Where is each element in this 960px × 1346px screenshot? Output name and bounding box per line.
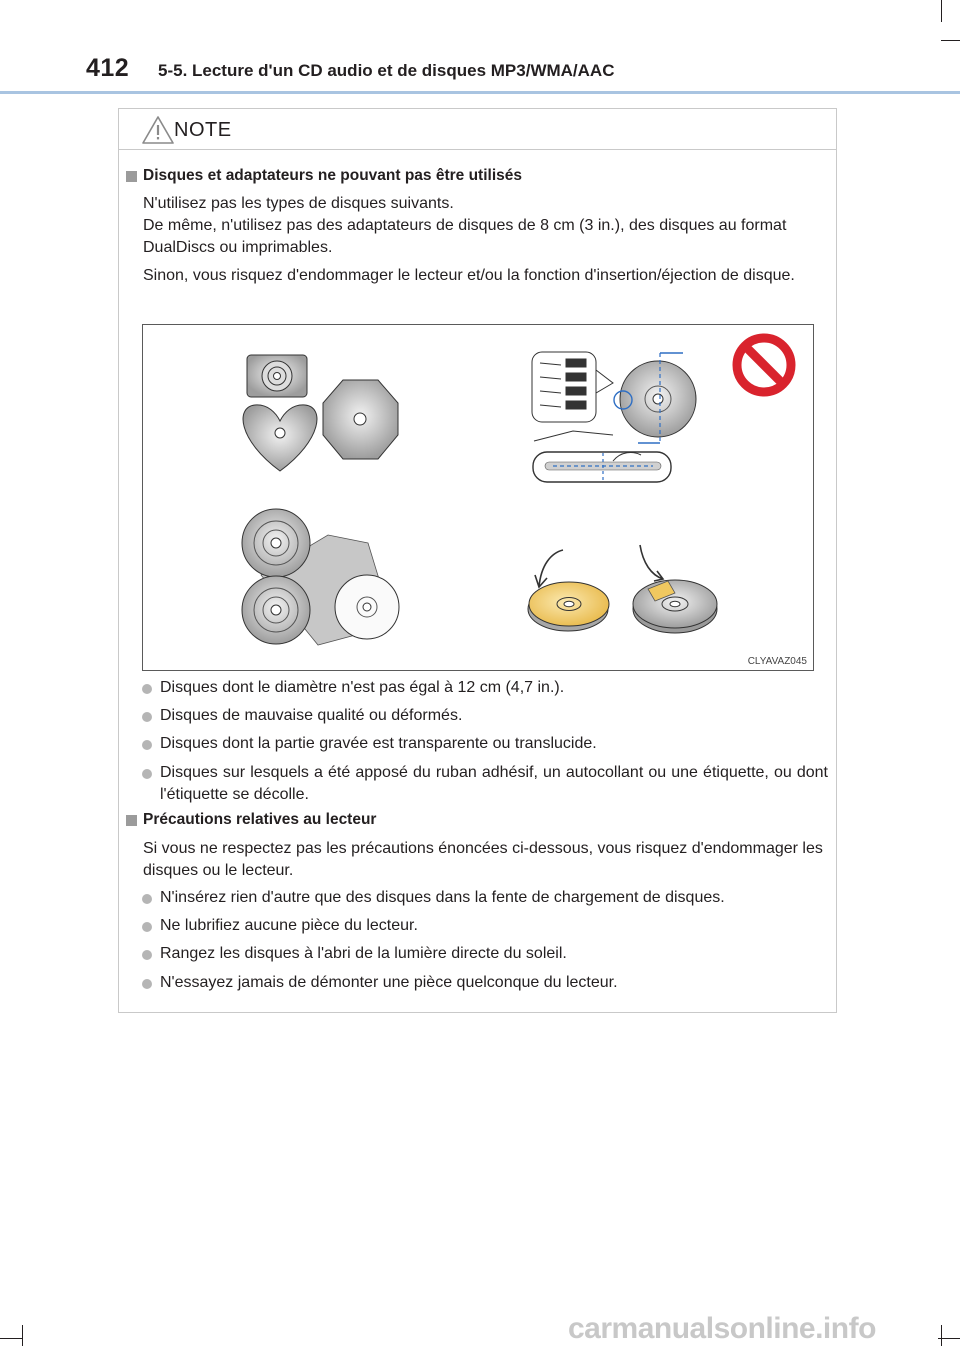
list-item: Ne lubrifiez aucune pièce du lecteur. (160, 917, 418, 934)
bullet-dot (142, 684, 152, 694)
crop-mark (941, 40, 960, 41)
disc-adapter-icon (242, 509, 399, 645)
crop-mark (941, 0, 942, 22)
list-item: Disques de mauvaise qualité ou déformés. (160, 707, 463, 724)
bullet-dot (142, 922, 152, 932)
bullet-dot (142, 979, 152, 989)
section-square-marker (126, 171, 137, 182)
paragraph: Sinon, vous risquez d'endommager le lecteur et/ou la fonction d'insertion/éjection de disque. (143, 267, 795, 284)
page-number: 412 (86, 54, 130, 82)
square-disc-icon (247, 355, 307, 397)
crop-mark (941, 1325, 942, 1346)
section-square-marker (126, 815, 137, 826)
paragraph: N'utilisez pas les types de disques suivants. (143, 195, 454, 212)
warning-icon (141, 115, 175, 145)
header-rule (0, 91, 960, 94)
octagon-disc-icon (323, 380, 398, 459)
list-item: N'insérez rien d'autre que des disques dans la fente de chargement de disques. (160, 889, 725, 906)
prohibition-icon (737, 338, 791, 392)
bullet-dot (142, 712, 152, 722)
list-item: Disques sur lesquels a été apposé du ruban adhésif, un autocollant ou une étiquette, ou dont l'étiquette se décolle. (160, 764, 828, 803)
paragraph: Si vous ne respectez pas les précautions énoncées ci-dessous, vous risquez d'endommager les disques ou le lecteur. (143, 840, 823, 879)
list-item: Disques dont le diamètre n'est pas égal à 12 cm (4,7 in.). (160, 679, 565, 696)
page-header (0, 0, 960, 95)
section-title: 5-5. Lecture d'un CD audio et de disques MP3/WMA/AAC (158, 61, 615, 80)
figure-code: CLYAVAZ045 (747, 656, 807, 667)
bullet-dot (142, 950, 152, 960)
note-title: NOTE (174, 119, 232, 141)
note-header (119, 109, 836, 150)
bullet-dot (142, 769, 152, 779)
crop-mark (22, 1325, 23, 1346)
section-heading: Précautions relatives au lecteur (143, 811, 377, 828)
disc-illustration-drawing (143, 325, 813, 670)
heart-disc-icon (243, 405, 317, 471)
translucent-disc-icon (532, 352, 696, 482)
paragraph: De même, n'utilisez pas des adaptateurs de disques de 8 cm (3 in.), des disques au format DualDiscs ou imprimables. (143, 217, 787, 256)
list-item: Disques dont la partie gravée est transparente ou translucide. (160, 735, 597, 752)
disc-illustration (142, 324, 814, 671)
taped-disc-icon (633, 545, 717, 633)
bullet-dot (142, 740, 152, 750)
list-item: N'essayez jamais de démonter une pièce quelconque du lecteur. (160, 974, 618, 991)
crop-mark (0, 1338, 22, 1339)
section-heading: Disques et adaptateurs ne pouvant pas être utilisés (143, 167, 523, 184)
peeling-label-disc-icon (528, 550, 609, 631)
watermark-url: carmanualsonline.info (568, 1312, 876, 1345)
list-item: Rangez les disques à l'abri de la lumière directe du soleil. (160, 945, 567, 962)
bullet-dot (142, 894, 152, 904)
